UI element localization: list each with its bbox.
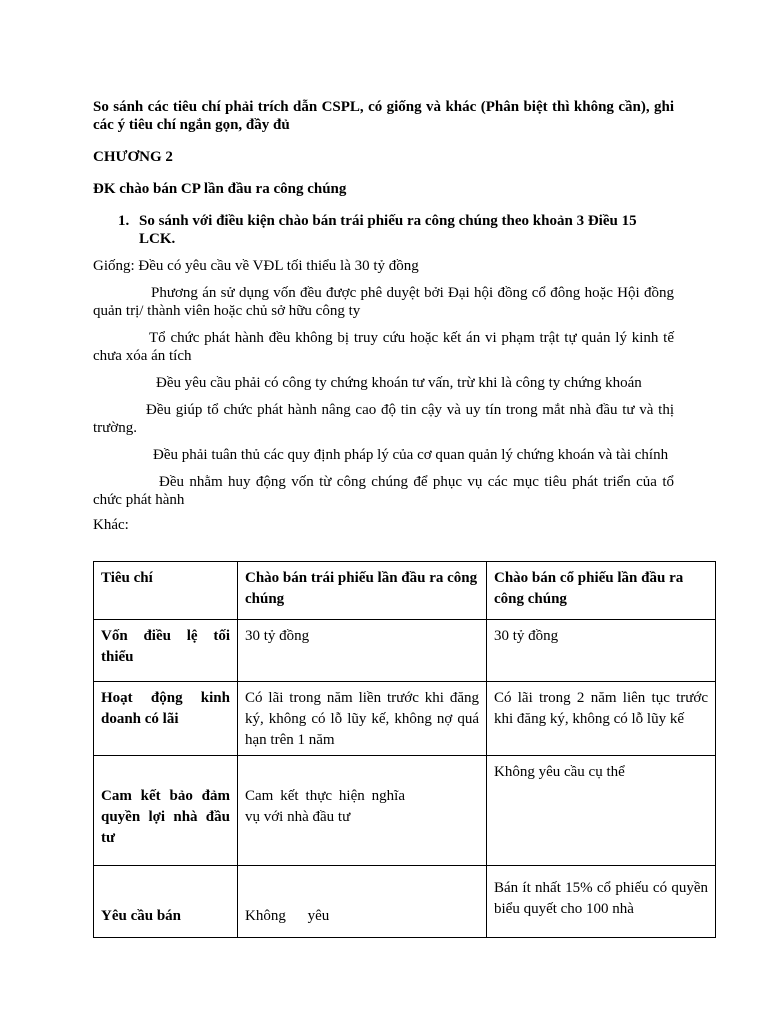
similarity-item: Đều giúp tổ chức phát hành nâng cao độ tin cậy và uy tín trong mắt nhà đầu tư và thị trường.	[93, 402, 674, 436]
table-row	[94, 866, 716, 938]
table-cell: Không yêu cầu cụ thể	[487, 756, 716, 866]
document-body	[93, 98, 674, 534]
differences-label: Khác:	[93, 517, 129, 533]
list-item	[118, 212, 674, 248]
similarity-item: Đều nhằm huy động vốn từ công chúng để phục vụ các mục tiêu phát triển của tổ chức phát hành	[93, 474, 674, 508]
section-title: ĐK chào bán CP lần đầu ra công chúng	[93, 181, 347, 197]
similarity-item: Phương án sử dụng vốn đều được phê duyệt bởi Đại hội đồng cổ đông hoặc Hội đồng quản trị/ thành viên hoặc chủ sở hữu công ty	[93, 285, 674, 319]
table-cell: Bán ít nhất 15% cổ phiếu có quyền biểu quyết cho 100 nhà	[487, 866, 716, 938]
table-row	[94, 620, 716, 682]
similarity-intro: Giống: Đều có yêu cầu về VĐL tối thiểu là 30 tỷ đồng	[93, 258, 419, 274]
table-cell	[238, 756, 487, 866]
cell-text: Không yêu	[245, 908, 330, 924]
header-cell: Chào bán cổ phiếu lần đầu ra công chúng	[487, 562, 716, 620]
table-cell: 30 tỷ đồng	[238, 620, 487, 682]
criterion-cell: Vốn điều lệ tối thiểu	[94, 620, 238, 682]
header-cell: Tiêu chí	[94, 562, 238, 620]
table-header-row	[94, 562, 716, 620]
list-text: So sánh với điều kiện chào bán trái phiếu ra công chúng theo khoản 3 Điều 15 LCK.	[139, 213, 637, 247]
header-cell: Chào bán trái phiếu lần đầu ra công chúng	[238, 562, 487, 620]
table-cell	[238, 866, 487, 938]
criterion-cell: Hoạt động kinh doanh có lãi	[94, 682, 238, 756]
similarity-item: Đều phải tuân thủ các quy định pháp lý của cơ quan quản lý chứng khoán và tài chính	[153, 447, 669, 463]
table-cell: Có lãi trong 2 năm liên tục trước khi đăng ký, không có lỗ lũy kế	[487, 682, 716, 756]
cell-text: Cam kết thực hiện nghĩa vụ với nhà đầu tư	[245, 788, 405, 825]
table-cell: 30 tỷ đồng	[487, 620, 716, 682]
table-row	[94, 682, 716, 756]
table-row	[94, 756, 716, 866]
similarity-item: Đều yêu cầu phải có công ty chứng khoán tư vấn, trừ khi là công ty chứng khoán	[156, 375, 642, 391]
table-cell: Có lãi trong năm liền trước khi đăng ký, không có lỗ lũy kế, không nợ quá hạn trên 1 năm	[238, 682, 487, 756]
chapter-heading: CHƯƠNG 2	[93, 149, 173, 165]
list-number: 1.	[118, 213, 130, 229]
intro-instruction: So sánh các tiêu chí phải trích dẫn CSPL, có giống và khác (Phân biệt thì không cần), ghi các ý tiêu chí ngắn gọn, đầy đủ	[93, 99, 674, 133]
similarity-item: Tổ chức phát hành đều không bị truy cứu hoặc kết án vi phạm trật tự quản lý kinh tế chưa xóa án tích	[93, 330, 674, 364]
criterion-cell: Cam kết bảo đảm quyền lợi nhà đầu tư	[94, 756, 238, 866]
criterion-cell: Yêu cầu bán	[94, 866, 238, 938]
comparison-table	[93, 561, 716, 938]
